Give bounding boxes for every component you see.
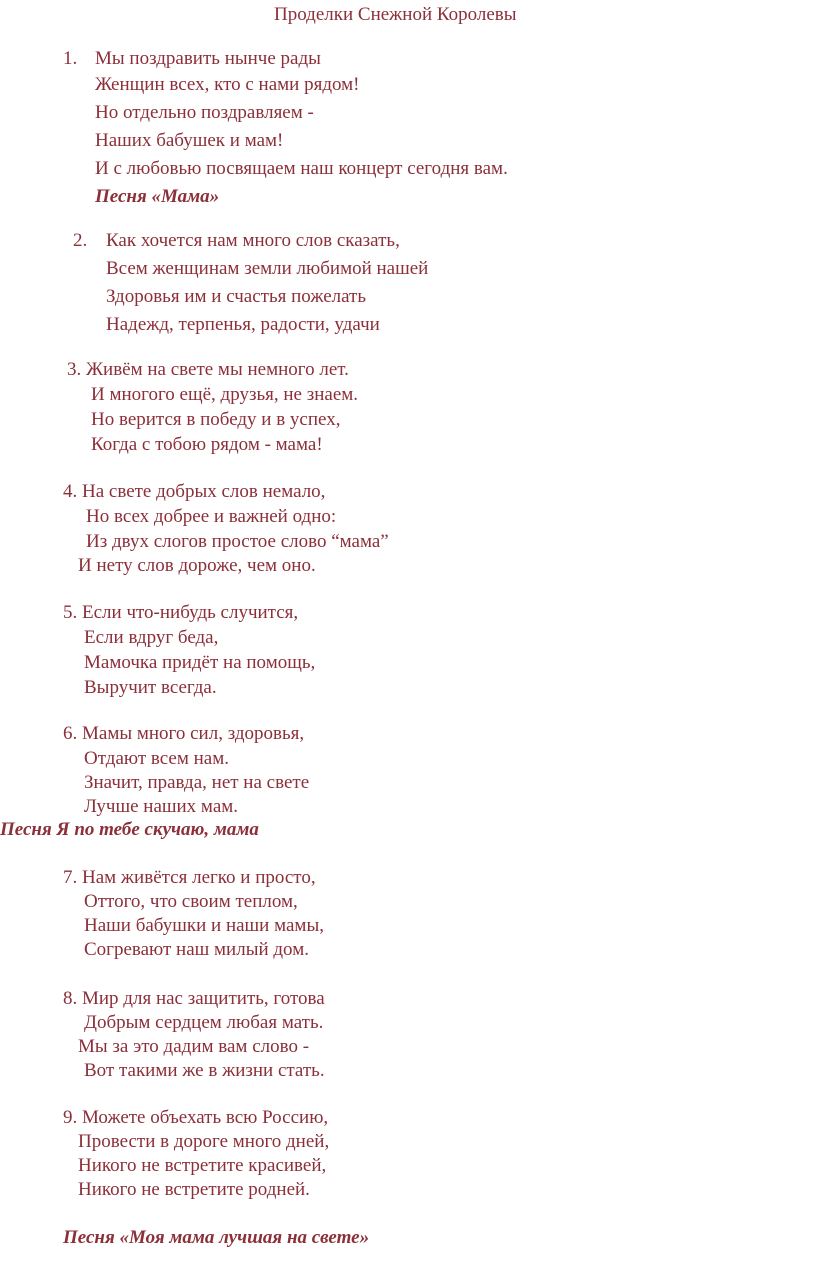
- stanza-7-line-1: 7. Нам живётся легко и просто,: [63, 867, 316, 888]
- stanza-4-line-3: Из двух слогов простое слово “мама”: [86, 531, 389, 552]
- stanza-1-line-4: Наших бабушек и мам!: [95, 130, 284, 151]
- stanza-1-line-3: Но отдельно поздравляем -: [95, 102, 314, 123]
- stanza-7-line-3: Наши бабушки и наши мамы,: [84, 915, 324, 936]
- stanza-9-line-3: Никого не встретите красивей,: [78, 1155, 327, 1176]
- stanza-8-line-1: 8. Мир для нас защитить, готова: [63, 988, 325, 1009]
- document-title: Проделки Снежной Королевы: [274, 4, 517, 25]
- stanza-9-line-1: 9. Можете объехать всю Россию,: [63, 1107, 329, 1128]
- stanza-5-line-1: 5. Если что-нибудь случится,: [63, 602, 299, 623]
- song-title-2: Песня Я по тебе скучаю, мама: [0, 819, 259, 840]
- stanza-9-line-2: Провести в дороге много дней,: [78, 1131, 330, 1152]
- song-title-3: Песня «Моя мама лучшая на свете»: [63, 1227, 370, 1248]
- stanza-5-line-3: Мамочка придёт на помощь,: [84, 652, 316, 673]
- stanza-1-line-1: Мы поздравить нынче рады: [95, 48, 321, 69]
- stanza-6-line-4: Лучше наших мам.: [84, 796, 239, 817]
- stanza-7-line-2: Оттого, что своим теплом,: [84, 891, 298, 912]
- stanza-1-line-5: И с любовью посвящаем наш концерт сегодня вам.: [95, 158, 508, 179]
- stanza-3-line-4: Когда с тобою рядом - мама!: [91, 434, 323, 455]
- stanza-4-line-4: И нету слов дороже, чем оно.: [78, 555, 316, 576]
- stanza-6-line-2: Отдают всем нам.: [84, 748, 229, 769]
- stanza-1-number: 1.: [63, 48, 78, 69]
- stanza-2-line-1: Как хочется нам много слов сказать,: [106, 230, 400, 251]
- stanza-3-line-3: Но верится в победу и в успех,: [91, 409, 341, 430]
- stanza-1-line-2: Женщин всех, кто с нами рядом!: [95, 74, 360, 95]
- stanza-8-line-4: Вот такими же в жизни стать.: [84, 1060, 325, 1081]
- stanza-4-line-1: 4. На свете добрых слов немало,: [63, 481, 326, 502]
- stanza-8-line-3: Мы за это дадим вам слово -: [78, 1036, 310, 1057]
- stanza-2-line-4: Надежд, терпенья, радости, удачи: [106, 314, 380, 335]
- stanza-2-line-3: Здоровья им и счастья пожелать: [106, 286, 367, 307]
- stanza-3-line-2: И многого ещё, друзья, не знаем.: [91, 384, 359, 405]
- stanza-3-line-1: 3. Живём на свете мы немного лет.: [67, 359, 349, 380]
- stanza-5-line-2: Если вдруг беда,: [84, 627, 219, 648]
- song-title-1: Песня «Мама»: [95, 186, 220, 207]
- stanza-2-number: 2.: [73, 230, 88, 251]
- stanza-6-line-1: 6. Мамы много сил, здоровья,: [63, 723, 305, 744]
- stanza-6-line-3: Значит, правда, нет на свете: [84, 772, 310, 793]
- stanza-5-line-4: Выручит всегда.: [84, 677, 217, 698]
- stanza-4-line-2: Но всех добрее и важней одно:: [86, 506, 337, 527]
- stanza-8-line-2: Добрым сердцем любая мать.: [84, 1012, 324, 1033]
- stanza-7-line-4: Согревают наш милый дом.: [84, 939, 309, 960]
- stanza-9-line-4: Никого не встретите родней.: [78, 1179, 310, 1200]
- stanza-2-line-2: Всем женщинам земли любимой нашей: [106, 258, 429, 279]
